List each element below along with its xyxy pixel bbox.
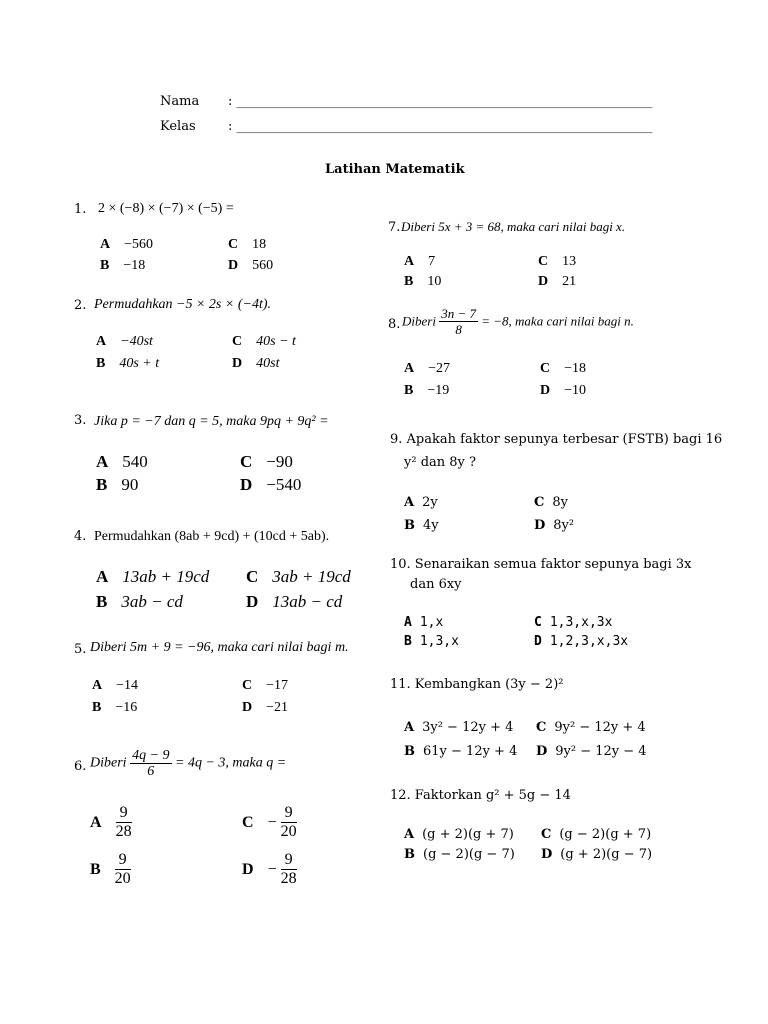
q9-option-d: D 8y² xyxy=(534,518,575,533)
q10-option-c: C 1,3,x,3x xyxy=(534,615,613,630)
q1-text: 2 × (−8) × (−7) × (−5) = xyxy=(98,201,234,216)
q8-option-a: A −27 xyxy=(404,361,451,376)
q5-text: Diberi 5m + 9 = −96, maka cari nilai bagi m. xyxy=(90,640,349,655)
q2-option-c: C 40s − t xyxy=(232,334,296,349)
q11-option-b: B 61y − 12y + 4 xyxy=(404,744,518,759)
q12-option-a: A (g + 2)(g + 7) xyxy=(404,827,514,842)
q11-option-c: C 9y² − 12y + 4 xyxy=(536,720,646,735)
q8-option-b: B −19 xyxy=(404,383,450,398)
q4-option-b: B 3ab − cd xyxy=(96,592,183,611)
q2-option-a: A −40st xyxy=(96,334,153,349)
q5-option-d: D −21 xyxy=(242,700,289,715)
q1-number: 1. xyxy=(74,202,87,217)
q3-option-c: C −90 xyxy=(240,452,293,471)
q5-number: 5. xyxy=(74,642,87,657)
q12-text: 12. Faktorkan g² + 5g − 14 xyxy=(390,788,571,803)
q1-option-a: A −560 xyxy=(100,237,154,252)
q9-option-b: B 4y xyxy=(404,518,439,533)
class-field: : ________________________________________________________________ xyxy=(228,119,653,134)
q7-option-b: B 10 xyxy=(404,274,442,289)
page-title: Latihan Matematik xyxy=(325,162,465,177)
q6-number: 6. xyxy=(74,759,87,774)
q3-option-b: B 90 xyxy=(96,475,139,494)
q10-text-line1: 10. Senaraikan semua faktor sepunya bagi 3x xyxy=(390,557,692,572)
q9-option-c: C 8y xyxy=(534,495,568,510)
q5-option-a: A −14 xyxy=(92,678,139,693)
q6-option-d: D − $\frac{9}{28}$ xyxy=(242,851,297,887)
name-label: Nama xyxy=(160,94,200,109)
q5-option-b: B −16 xyxy=(92,700,138,715)
q4-option-d: D 13ab − cd xyxy=(246,592,343,611)
q10-option-b: B 1,3,x xyxy=(404,634,459,649)
q6-option-c: C − $\frac{9}{20}$ xyxy=(242,804,297,840)
q7-option-a: A 7 xyxy=(404,254,436,269)
q11-option-d: D 9y² − 12y − 4 xyxy=(536,744,647,759)
q8-number: 8. xyxy=(388,317,401,332)
q6-text: Diberi $\frac{4q - 9}{6}$ = 4q − 3, maka q = xyxy=(90,748,287,779)
q8-option-d: D −10 xyxy=(540,383,587,398)
q10-text-line2: dan 6xy xyxy=(410,577,462,592)
q1-option-c: C 18 xyxy=(228,237,267,252)
q12-option-c: C (g − 2)(g + 7) xyxy=(541,827,652,842)
q10-option-d: D 1,2,3,x,3x xyxy=(534,634,629,649)
q12-option-b: B (g − 2)(g − 7) xyxy=(404,847,515,862)
q2-option-b: B 40s + t xyxy=(96,356,160,371)
q3-option-d: D −540 xyxy=(240,475,302,494)
q2-text: Permudahkan −5 × 2s × (−4t). xyxy=(94,297,271,312)
q5-option-c: C −17 xyxy=(242,678,289,693)
q11-option-a: A 3y² − 12y + 4 xyxy=(404,720,514,735)
q7-text: Diberi 5x + 3 = 68, maka cari nilai bagi x. xyxy=(401,219,626,234)
name-field: : ________________________________________________________________ xyxy=(228,94,653,109)
q3-option-a: A 540 xyxy=(96,452,148,471)
q2-option-d: D 40st xyxy=(232,356,280,371)
q4-option-a: A 13ab + 19cd xyxy=(96,567,210,586)
q9-option-a: A 2y xyxy=(404,495,438,510)
q4-number: 4. xyxy=(74,529,87,544)
q3-text: Jika p = −7 dan q = 5, maka 9pq + 9q² = xyxy=(94,414,329,429)
q1-option-b: B −18 xyxy=(100,258,146,273)
q12-option-d: D (g + 2)(g − 7) xyxy=(541,847,653,862)
q9-text-line2: y² dan 8y ? xyxy=(404,455,476,470)
q2-number: 2. xyxy=(74,298,87,313)
q10-option-a: A 1,x xyxy=(404,615,444,630)
q8-text: Diberi $\frac{3n - 7}{8}$ = −8, maka cari nilai bagi n. xyxy=(402,306,634,337)
q7-number: 7. xyxy=(388,220,401,235)
q6-option-a: A $\frac{9}{28}$ xyxy=(90,804,132,840)
q4-text: Permudahkan (8ab + 9cd) + (10cd + 5ab). xyxy=(94,529,330,544)
q3-number: 3. xyxy=(74,413,87,428)
class-label: Kelas xyxy=(160,119,196,134)
q7-option-d: D 21 xyxy=(538,274,577,289)
q1-option-d: D 560 xyxy=(228,258,274,273)
q6-option-b: B $\frac{9}{20}$ xyxy=(90,851,131,887)
q11-text: 11. Kembangkan (3y − 2)² xyxy=(390,677,564,692)
q4-option-c: C 3ab + 19cd xyxy=(246,567,351,586)
q9-text-line1: 9. Apakah faktor sepunya terbesar (FSTB) bagi 16 xyxy=(390,432,723,447)
q7-option-c: C 13 xyxy=(538,254,577,269)
q8-option-c: C −18 xyxy=(540,361,587,376)
